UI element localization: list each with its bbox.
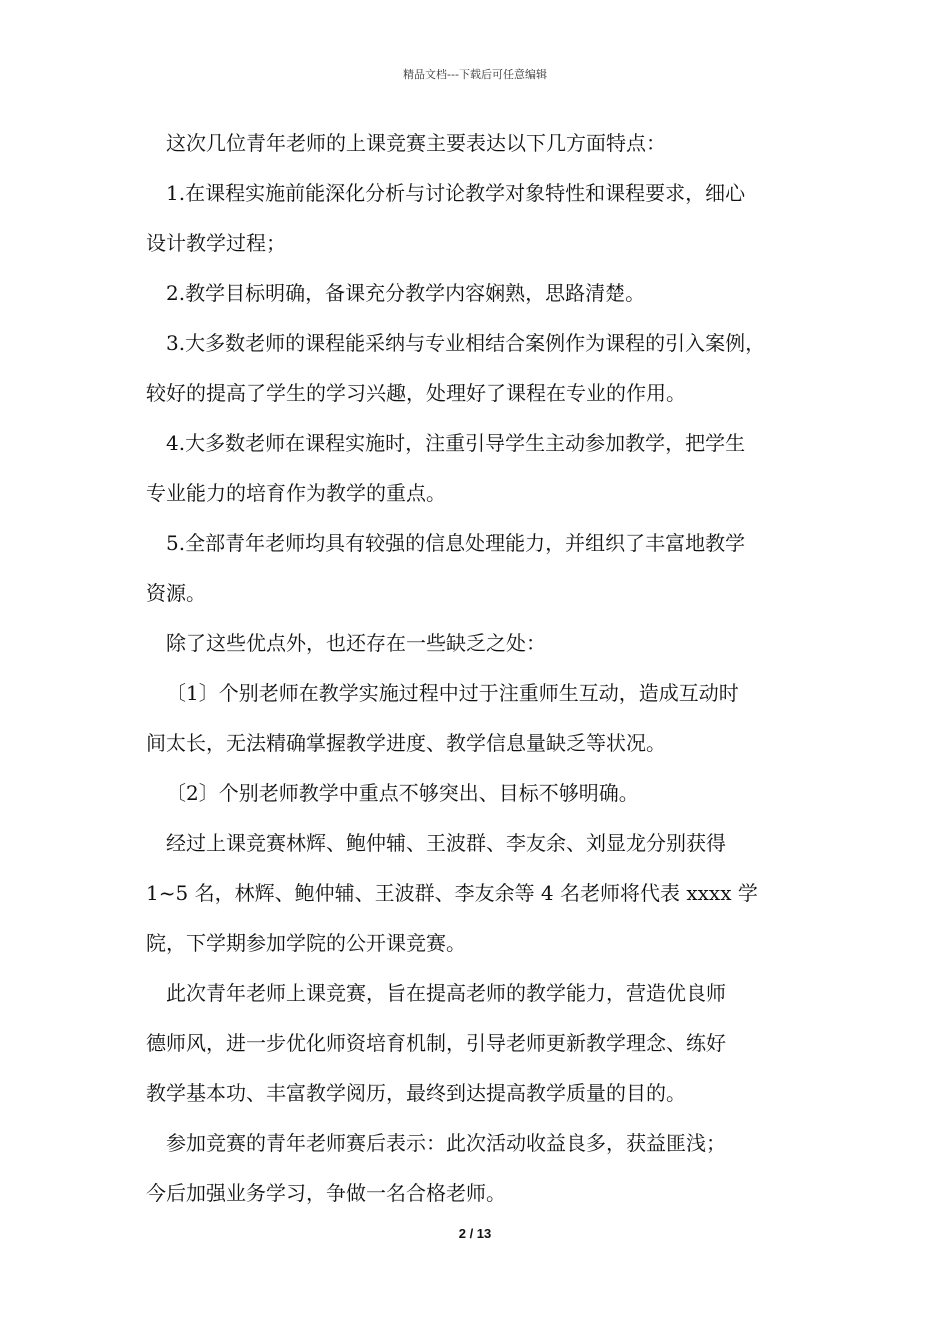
text-line: 今后加强业务学习，争做一名合格老师。 (146, 1181, 506, 1205)
text-line: 此次青年老师上课竞赛，旨在提高老师的教学能力，营造优良师 (166, 981, 726, 1005)
text-line: 〔2〕个别老师教学中重点不够突出、目标不够明确。 (166, 781, 639, 805)
text-line: 除了这些优点外，也还存在一些缺乏之处： (166, 631, 546, 655)
text-line: 院，下学期参加学院的公开课竞赛。 (146, 931, 466, 955)
text-line: 3.大多数老师的课程能采纳与专业相结合案例作为课程的引入案例， (166, 331, 766, 355)
text-line: 〔1〕个别老师在教学实施过程中过于注重师生互动，造成互动时 (166, 681, 739, 705)
text-line: 2.教学目标明确，备课充分教学内容娴熟，思路清楚。 (166, 281, 646, 305)
text-line: 教学基本功、丰富教学阅历，最终到达提高教学质量的目的。 (146, 1081, 686, 1105)
page-number: 2 / 13 (458, 1226, 492, 1241)
text-line: 1.在课程实施前能深化分析与讨论教学对象特性和课程要求，细心 (166, 181, 746, 205)
text-line: 经过上课竞赛林辉、鲍仲辅、王波群、李友余、刘显龙分别获得 (166, 831, 726, 855)
text-line: 德师风，进一步优化师资培育机制，引导老师更新教学理念、练好 (146, 1031, 726, 1055)
page-header: 精品文档---下载后可任意编辑 (403, 68, 547, 81)
text-line: 这次几位青年老师的上课竞赛主要表达以下几方面特点： (166, 131, 666, 155)
text-line: 间太长，无法精确掌握教学进度、教学信息量缺乏等状况。 (146, 731, 666, 755)
text-line: 参加竞赛的青年老师赛后表示：此次活动收益良多，获益匪浅； (166, 1131, 726, 1155)
text-line: 设计教学过程； (146, 231, 286, 255)
text-line: 4.大多数老师在课程实施时，注重引导学生主动参加教学，把学生 (166, 431, 746, 455)
text-line: 1~5 名，林辉、鲍仲辅、王波群、李友余等 4 名老师将代表 xxxx 学 (146, 881, 758, 905)
text-line: 专业能力的培育作为教学的重点。 (146, 481, 446, 505)
text-line: 5.全部青年老师均具有较强的信息处理能力，并组织了丰富地教学 (166, 531, 746, 555)
text-line: 较好的提高了学生的学习兴趣，处理好了课程在专业的作用。 (146, 381, 686, 405)
text-line: 资源。 (146, 581, 206, 605)
